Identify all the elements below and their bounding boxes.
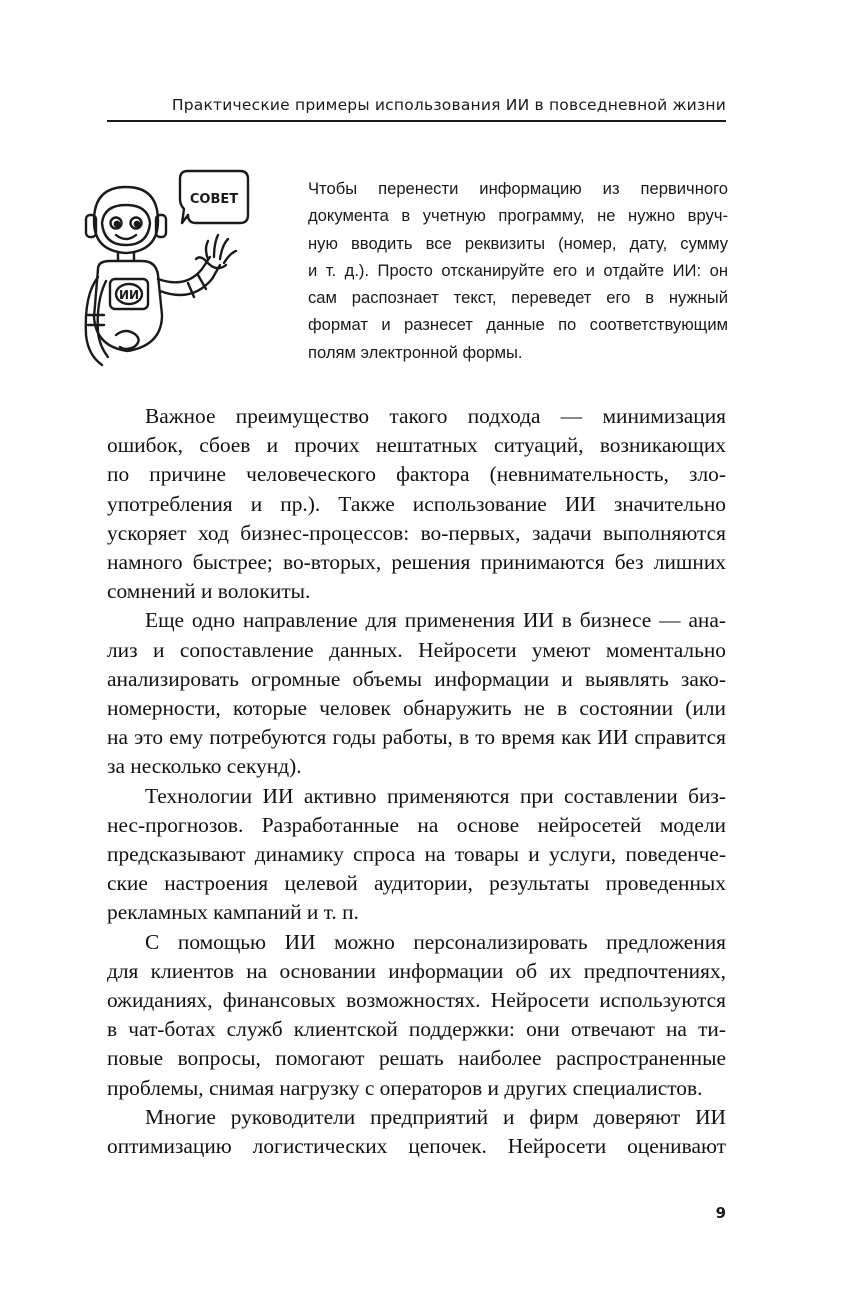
robot-illustration	[76, 165, 252, 370]
tip-line: ную вводить все реквизиты (номер, дату, сумму	[308, 233, 728, 253]
robot-body	[94, 261, 162, 351]
tip-line: и т. д.). Просто отсканируйте его и отдайте ИИ: он	[308, 260, 728, 280]
tip-line: Чтобы перенести информацию из первичного	[308, 179, 728, 198]
body-line: С помощью ИИ можно персонализировать предложения	[145, 929, 726, 954]
body-line: употребления и пр.). Также использование ИИ значительно	[107, 491, 726, 516]
robot-chest-label: ИИ	[118, 288, 140, 302]
body-line: ские настроения целевой аудитории, результаты проведенных	[107, 871, 726, 896]
tip-line: формат и разнесет данные по соответствующим	[308, 315, 728, 335]
body-line: Многие руководители предприятий и фирм доверяют ИИ	[145, 1104, 726, 1129]
body-line: рекламных кампаний и т. п.	[107, 900, 359, 925]
tip-line: сам распознает текст, переведет его в нужный	[308, 288, 728, 308]
body-line: Важное преимущество такого подхода — минимизация	[145, 404, 726, 428]
body-line: на это ему потребуются годы работы, в то время как ИИ справится	[107, 725, 726, 750]
body-line: анализировать огромные объемы информации и выявлять зако-	[107, 666, 726, 691]
page-number: 9	[715, 1204, 726, 1222]
body-line: по причине человеческого фактора (невнимательность, зло-	[107, 462, 726, 487]
tip-paragraph	[308, 175, 728, 366]
body-line: ожиданиях, финансовых возможностях. Нейросети используются	[107, 988, 726, 1013]
body-line: за несколько секунд).	[107, 754, 302, 779]
body-line: предсказывают динамику спроса на товары и услуги, поведенче-	[107, 842, 726, 867]
body-line: Технологии ИИ активно применяются при составлении биз-	[145, 783, 726, 808]
tip-line: полям электронной формы.	[308, 342, 523, 362]
body-line: номерности, которые человек обнаружить не в состоянии (или	[107, 696, 726, 721]
body-line: нес-прогнозов. Разработанные на основе нейросетей модели	[107, 812, 726, 837]
header-rule	[107, 120, 726, 122]
body-line: лиз и сопоставление данных. Нейросети умеют моментально	[107, 637, 726, 662]
tip-badge: СОВЕТ	[189, 192, 239, 207]
body-line: проблемы, снимая нагрузку с операторов и других специалистов.	[107, 1075, 703, 1100]
body-line: Еще одно направление для применения ИИ в бизнесе — ана-	[145, 608, 726, 633]
body-line: для клиентов на основании информации об их предпочтениях,	[107, 958, 726, 983]
body-line: ускоряет ход бизнес-процессов: во-первых, задачи выполняются	[107, 520, 726, 545]
body-line: оптимизацию логистических цепочек. Нейросети оценивают	[107, 1134, 726, 1159]
body-line: в чат-ботах служб клиентской поддержки: они отвечают на ти-	[107, 1017, 726, 1042]
body-line: повые вопросы, помогают решать наиболее распространенные	[107, 1046, 726, 1071]
body-text	[107, 402, 726, 1161]
running-header-title: Практические примеры использования ИИ в повседневной жизни	[171, 96, 726, 114]
body-line: сомнений и волокиты.	[107, 579, 311, 604]
body-line: намного быстрее; во-вторых, решения принимаются без лишних	[107, 550, 726, 575]
body-line: ошибок, сбоев и прочих нештатных ситуаций, возникающих	[107, 433, 726, 458]
tip-line: документа в учетную программу, не нужно вруч-	[308, 206, 728, 226]
